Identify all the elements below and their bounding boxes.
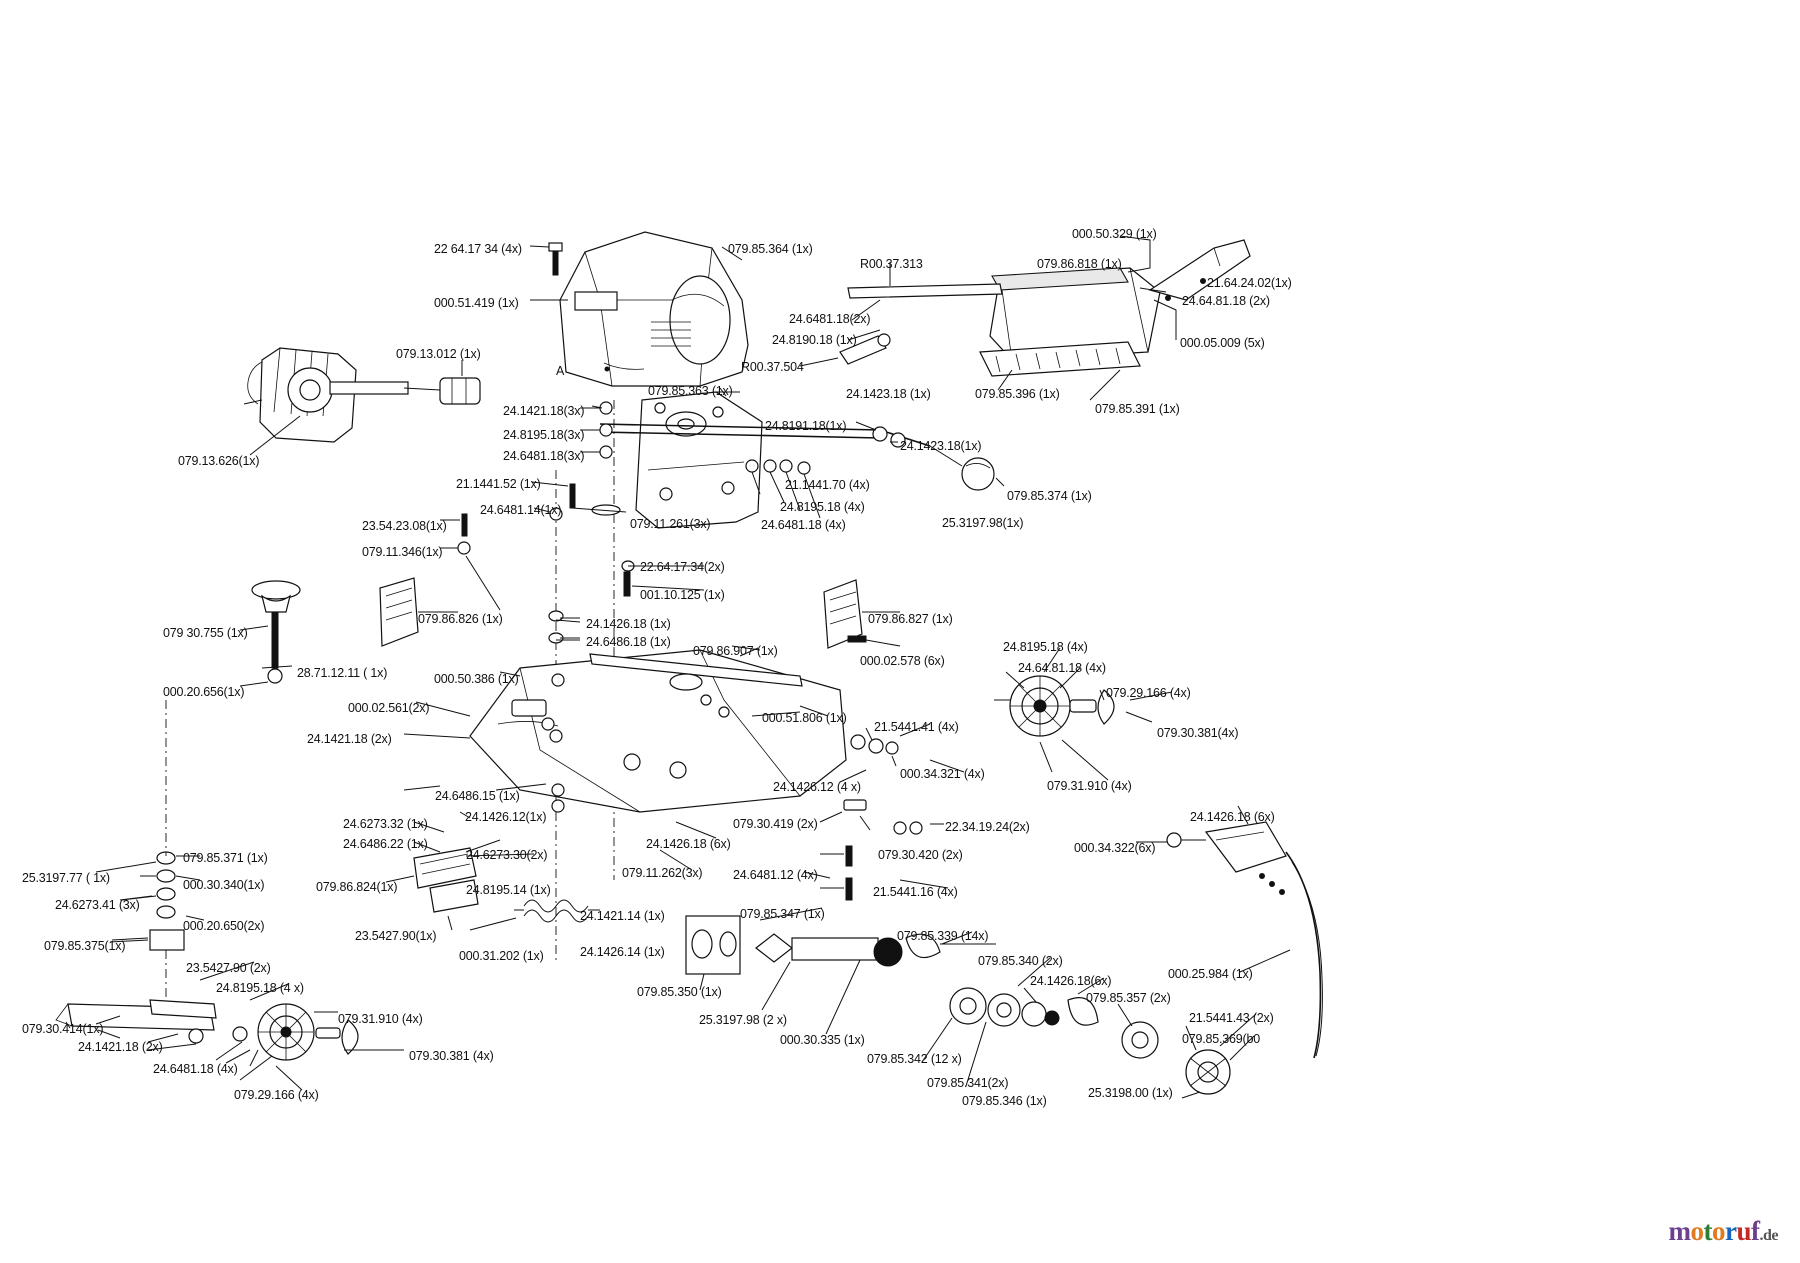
part-callout: 000.51.806 (1x) <box>762 711 847 725</box>
part-callout: 079.30.420 (2x) <box>878 848 963 862</box>
part-callout: 22.64.17.34(2x) <box>640 560 725 574</box>
part-callout: 24.6486.18 (1x) <box>586 635 671 649</box>
part-callout: 000.50.329 (1x) <box>1072 227 1157 241</box>
part-callout: 079.85.391 (1x) <box>1095 402 1180 416</box>
part-callout: 079.85.374 (1x) <box>1007 489 1092 503</box>
part-callout: 21.1441.52 (1x) <box>456 477 541 491</box>
part-callout: 21.64.24.02(1x) <box>1207 276 1292 290</box>
part-callout: 22.34.19.24(2x) <box>945 820 1030 834</box>
part-callout: 079.30.419 (2x) <box>733 817 818 831</box>
part-callout: 24.64.81.18 (2x) <box>1182 294 1270 308</box>
part-callout: 24.64.81.18 (4x) <box>1018 661 1106 675</box>
part-callout: 079.86.827 (1x) <box>868 612 953 626</box>
part-callout: 079.11.262(3x) <box>622 866 703 880</box>
part-callout: 079.85.346 (1x) <box>962 1094 1047 1108</box>
part-callout: 079.85.350 (1x) <box>637 985 722 999</box>
part-callout: 24.1426.18 (6x) <box>1190 810 1275 824</box>
engine-cover-part <box>560 232 748 386</box>
part-callout: 24.1426.18 (1x) <box>586 617 671 631</box>
height-adjust-knob <box>240 581 300 686</box>
part-callout: A <box>556 364 565 378</box>
part-callout: 000.30.335 (1x) <box>780 1033 865 1047</box>
part-callout: 079.85.375(1x) <box>44 939 126 953</box>
part-callout: 24.1426.12(1x) <box>465 810 547 824</box>
blade-assembly <box>686 916 1230 1098</box>
part-callout: 001.10.125 (1x) <box>640 588 725 602</box>
part-callout: 079.30.414(1x) <box>22 1022 104 1036</box>
part-callout: 24.6481.12 (4x) <box>733 868 818 882</box>
part-callout: 24.6481.18(2x) <box>789 312 871 326</box>
part-callout: 24.1421.14 (1x) <box>580 909 665 923</box>
part-callout: 000.50.386 (1x) <box>434 672 519 686</box>
part-callout: 079.85.369(b0 <box>1182 1032 1261 1046</box>
part-callout: 24.1426.18(6x) <box>1030 974 1112 988</box>
part-callout: 25.3197.98 (2 x) <box>699 1013 787 1027</box>
part-callout: 24.1423.18 (1x) <box>846 387 931 401</box>
part-callout: 21.5441.43 (2x) <box>1189 1011 1274 1025</box>
part-callout: 079.30.381(4x) <box>1157 726 1239 740</box>
left-washer-stack <box>110 700 204 1000</box>
part-callout: 24.1426.18 (6x) <box>646 837 731 851</box>
part-callout: 079.85.341(2x) <box>927 1076 1009 1090</box>
part-callout: 079.11.261(3x) <box>630 517 711 531</box>
part-callout: 079.86.907 (1x) <box>693 644 778 658</box>
part-callout: 079.31.910 (4x) <box>338 1012 423 1026</box>
part-callout: 000.34.322(6x) <box>1074 841 1156 855</box>
part-callout: 24.8195.18 (4x) <box>780 500 865 514</box>
part-callout: R00.37.504 <box>741 360 804 374</box>
part-callout: 24.6481.14(1x) <box>480 503 562 517</box>
part-callout: 28.71.12.11 ( 1x) <box>297 666 388 680</box>
motor-assembly <box>244 348 480 455</box>
part-callout: 24.6486.22 (1x) <box>343 837 428 851</box>
part-callout: 079.85.347 (1x) <box>740 907 825 921</box>
part-callout: 22 64.17 34 (4x) <box>434 242 522 256</box>
part-callout: 000.30.340(1x) <box>183 878 265 892</box>
part-callout: 24.8195.18 (4 x) <box>216 981 304 995</box>
part-callout: 24.1421.18(3x) <box>503 404 585 418</box>
part-callout: 000.31.202 (1x) <box>459 949 544 963</box>
part-callout: 000.02.561(2x) <box>348 701 430 715</box>
part-callout: 000.05.009 (5x) <box>1180 336 1265 350</box>
part-callout: 079.85.371 (1x) <box>183 851 268 865</box>
part-callout: 079 30.755 (1x) <box>163 626 248 640</box>
part-callout: 24.6481.18(3x) <box>503 449 585 463</box>
part-callout: 25.3197.98(1x) <box>942 516 1024 530</box>
part-callout: 24.1421.18 (2x) <box>78 1040 163 1054</box>
part-callout: 000.02.578 (6x) <box>860 654 945 668</box>
part-callout: 24.6481.18 (4x) <box>153 1062 238 1076</box>
part-callout: 23.5427.90 (2x) <box>186 961 271 975</box>
part-callout: 24.8195.14 (1x) <box>466 883 551 897</box>
part-callout: 000.25.984 (1x) <box>1168 967 1253 981</box>
part-callout: 079.85.396 (1x) <box>975 387 1060 401</box>
part-callout: 079.11.346(1x) <box>362 545 443 559</box>
part-callout: 079.31.910 (4x) <box>1047 779 1132 793</box>
part-callout: 079.85.364 (1x) <box>728 242 813 256</box>
handle-bar <box>848 262 1002 340</box>
part-callout: 000.51.419 (1x) <box>434 296 519 310</box>
left-bolts <box>440 514 500 610</box>
part-callout: 24.6273.32 (1x) <box>343 817 428 831</box>
part-callout: 079.86.818 (1x) <box>1037 257 1122 271</box>
part-callout: 24.8195.18 (4x) <box>1003 640 1088 654</box>
part-callout: 000.34.321 (4x) <box>900 767 985 781</box>
part-callout: 079.29.166 (4x) <box>234 1088 319 1102</box>
part-callout: 21.5441.16 (4x) <box>873 885 958 899</box>
part-callout: 24.6481.18 (4x) <box>761 518 846 532</box>
part-callout: R00.37.313 <box>860 257 923 271</box>
part-callout: 079.85.340 (2x) <box>978 954 1063 968</box>
part-callout: 25.3197.77 ( 1x) <box>22 871 110 885</box>
part-callout: 079.29.166 (4x) <box>1106 686 1191 700</box>
handle-bracket <box>636 392 762 528</box>
part-callout: 23.54.23.08(1x) <box>362 519 447 533</box>
part-callout: 079.85.357 (2x) <box>1086 991 1171 1005</box>
part-callout: 000.20.650(2x) <box>183 919 265 933</box>
part-callout: 24.8195.18(3x) <box>503 428 585 442</box>
part-callout: 24.1426.14 (1x) <box>580 945 665 959</box>
part-callout: 079.85.342 (12 x) <box>867 1052 962 1066</box>
part-callout: 079.85.339 (14x) <box>897 929 989 943</box>
part-callout: 079.86.824(1x) <box>316 880 398 894</box>
part-callout: 25.3198.00 (1x) <box>1088 1086 1173 1100</box>
part-callout: 24.6273.41 (3x) <box>55 898 140 912</box>
part-callout: 24.8190.18 (1x) <box>772 333 857 347</box>
part-callout: 079.30.381 (4x) <box>409 1049 494 1063</box>
part-callout: 23.5427.90(1x) <box>355 929 437 943</box>
part-callout: 079.13.012 (1x) <box>396 347 481 361</box>
part-callout: 24.6486.15 (1x) <box>435 789 520 803</box>
part-callout: 24.1421.18 (2x) <box>307 732 392 746</box>
part-callout: 24.1423.18(1x) <box>900 439 982 453</box>
part-callout: 21.1441.70 (4x) <box>785 478 870 492</box>
part-callout: 000.20.656(1x) <box>163 685 245 699</box>
watermark: motoruf.de <box>1668 1216 1778 1246</box>
part-callout: 24.8191.18(1x) <box>765 419 847 433</box>
part-callout: 24.6273.30(2x) <box>466 848 548 862</box>
part-callout: 24.1426.12 (4 x) <box>773 780 861 794</box>
part-callout: 21.5441.41 (4x) <box>874 720 959 734</box>
part-callout: 079.13.626(1x) <box>178 454 260 468</box>
part-callout: 079.86.826 (1x) <box>418 612 503 626</box>
part-callout: 079.85.363 (1x) <box>648 384 733 398</box>
